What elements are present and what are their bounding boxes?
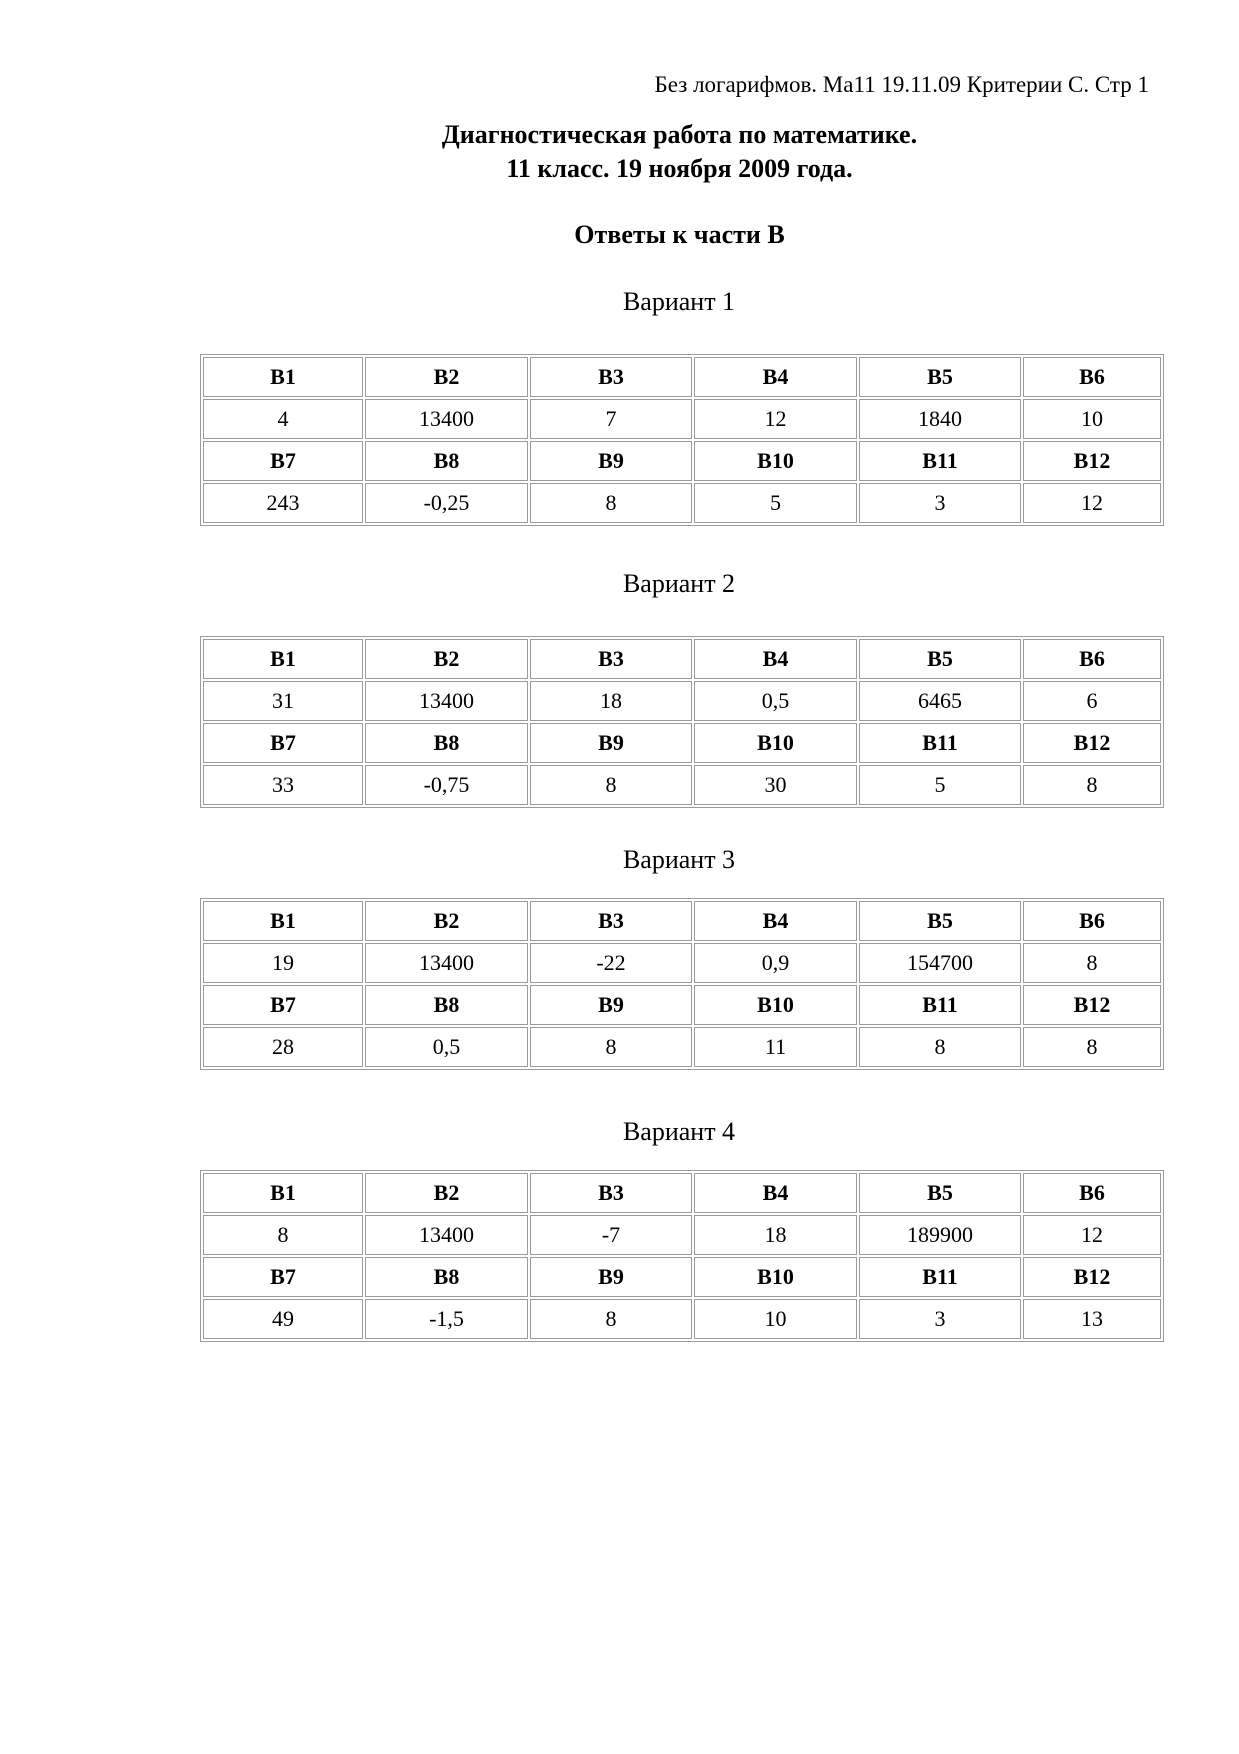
task-label: B11 [859,1257,1021,1297]
table-header-row [203,723,1161,763]
document-title-line-1: Диагностическая работа по математике. [441,120,918,149]
task-label: B9 [530,441,692,481]
task-label: B4 [694,639,857,679]
answer-cell: 33 [203,765,363,805]
page-header-note: Без логарифмов. Ма11 19.11.09 Критерии С. Стр 1 [654,72,1149,97]
answer-cell: 18 [694,1215,857,1255]
table-row [203,399,1161,439]
answer-cell: 154700 [859,943,1021,983]
task-label: B5 [859,639,1021,679]
variant-block-2 [200,566,1158,808]
task-label: B10 [694,1257,857,1297]
answer-cell: 13400 [365,399,528,439]
answer-cell: 8 [203,1215,363,1255]
answer-cell: 0,5 [694,681,857,721]
answer-cell: -22 [530,943,692,983]
answer-cell: 18 [530,681,692,721]
answer-cell: 6 [1023,681,1161,721]
task-label: B7 [203,1257,363,1297]
answer-cell: 0,5 [365,1027,528,1067]
task-label: B1 [203,1173,363,1213]
answers-table [200,1170,1164,1342]
table-header-row [203,1173,1161,1213]
table-row [203,483,1161,523]
document-title-line-2: 11 класс. 19 ноября 2009 года. [506,154,853,183]
answer-cell: 5 [694,483,857,523]
task-label: B1 [203,639,363,679]
table-header-row [203,639,1161,679]
task-label: B6 [1023,639,1161,679]
answer-cell: 3 [859,1299,1021,1339]
task-label: B10 [694,985,857,1025]
answer-cell: 8 [1023,1027,1161,1067]
answer-cell: 8 [859,1027,1021,1067]
answer-cell: 13 [1023,1299,1161,1339]
answer-cell: 28 [203,1027,363,1067]
answer-cell: 4 [203,399,363,439]
answer-cell: 10 [1023,399,1161,439]
table-header-row [203,985,1161,1025]
answer-cell: 8 [530,1299,692,1339]
answer-cell: 12 [1023,483,1161,523]
task-label: B4 [694,357,857,397]
variant-block-3 [200,842,1158,1070]
task-label: B8 [365,1257,528,1297]
answer-cell: 12 [1023,1215,1161,1255]
task-label: B4 [694,901,857,941]
answer-cell: 8 [1023,765,1161,805]
answer-cell: 10 [694,1299,857,1339]
answer-cell: 31 [203,681,363,721]
task-label: B4 [694,1173,857,1213]
answer-cell: 11 [694,1027,857,1067]
answer-cell: -7 [530,1215,692,1255]
table-row [203,681,1161,721]
task-label: B2 [365,901,528,941]
task-label: B8 [365,441,528,481]
task-label: B12 [1023,441,1161,481]
task-label: B10 [694,723,857,763]
task-label: B11 [859,441,1021,481]
table-header-row [203,441,1161,481]
table-header-row [203,357,1161,397]
task-label: B5 [859,901,1021,941]
answer-cell: 6465 [859,681,1021,721]
task-label: B2 [365,1173,528,1213]
answers-table [200,898,1164,1070]
task-label: B7 [203,723,363,763]
task-label: B9 [530,1257,692,1297]
task-label: B8 [365,985,528,1025]
answer-cell: 8 [530,1027,692,1067]
answer-cell: -1,5 [365,1299,528,1339]
answer-cell: 8 [1023,943,1161,983]
answer-cell: -0,25 [365,483,528,523]
task-label: B7 [203,985,363,1025]
task-label: B3 [530,357,692,397]
task-label: B10 [694,441,857,481]
variant-title: Вариант 4 [622,1117,736,1146]
task-label: B9 [530,723,692,763]
answer-cell: 243 [203,483,363,523]
task-label: B11 [859,985,1021,1025]
task-label: B3 [530,901,692,941]
task-label: B5 [859,357,1021,397]
task-label: B11 [859,723,1021,763]
task-label: B9 [530,985,692,1025]
task-label: B1 [203,901,363,941]
table-row [203,1027,1161,1067]
task-label: B5 [859,1173,1021,1213]
table-row [203,943,1161,983]
task-label: B12 [1023,985,1161,1025]
answer-cell: 5 [859,765,1021,805]
task-label: B2 [365,639,528,679]
variant-title: Вариант 1 [622,287,736,316]
answer-cell: 8 [530,483,692,523]
answer-cell: 0,9 [694,943,857,983]
task-label: B12 [1023,723,1161,763]
task-label: B8 [365,723,528,763]
table-row [203,765,1161,805]
answer-cell: 13400 [365,1215,528,1255]
task-label: B3 [530,1173,692,1213]
variant-title: Вариант 2 [622,569,736,598]
task-label: B12 [1023,1257,1161,1297]
task-label: B6 [1023,1173,1161,1213]
variant-title: Вариант 3 [622,845,736,874]
task-label: B1 [203,357,363,397]
answer-cell: 189900 [859,1215,1021,1255]
answer-cell: 13400 [365,943,528,983]
answer-cell: 12 [694,399,857,439]
answer-cell: 13400 [365,681,528,721]
answer-cell: 49 [203,1299,363,1339]
answer-cell: 1840 [859,399,1021,439]
answer-cell: 3 [859,483,1021,523]
task-label: B6 [1023,901,1161,941]
answer-cell: -0,75 [365,765,528,805]
table-row [203,1299,1161,1339]
table-row [203,1215,1161,1255]
task-label: B7 [203,441,363,481]
answer-cell: 8 [530,765,692,805]
answers-table [200,354,1164,526]
answer-cell: 30 [694,765,857,805]
answer-cell: 7 [530,399,692,439]
table-header-row [203,1257,1161,1297]
task-label: B6 [1023,357,1161,397]
variant-block-4 [200,1114,1158,1342]
answer-cell: 19 [203,943,363,983]
answers-table [200,636,1164,808]
section-subtitle: Ответы к части B [574,220,785,249]
table-header-row [203,901,1161,941]
variant-block-1 [200,284,1158,526]
task-label: B2 [365,357,528,397]
task-label: B3 [530,639,692,679]
